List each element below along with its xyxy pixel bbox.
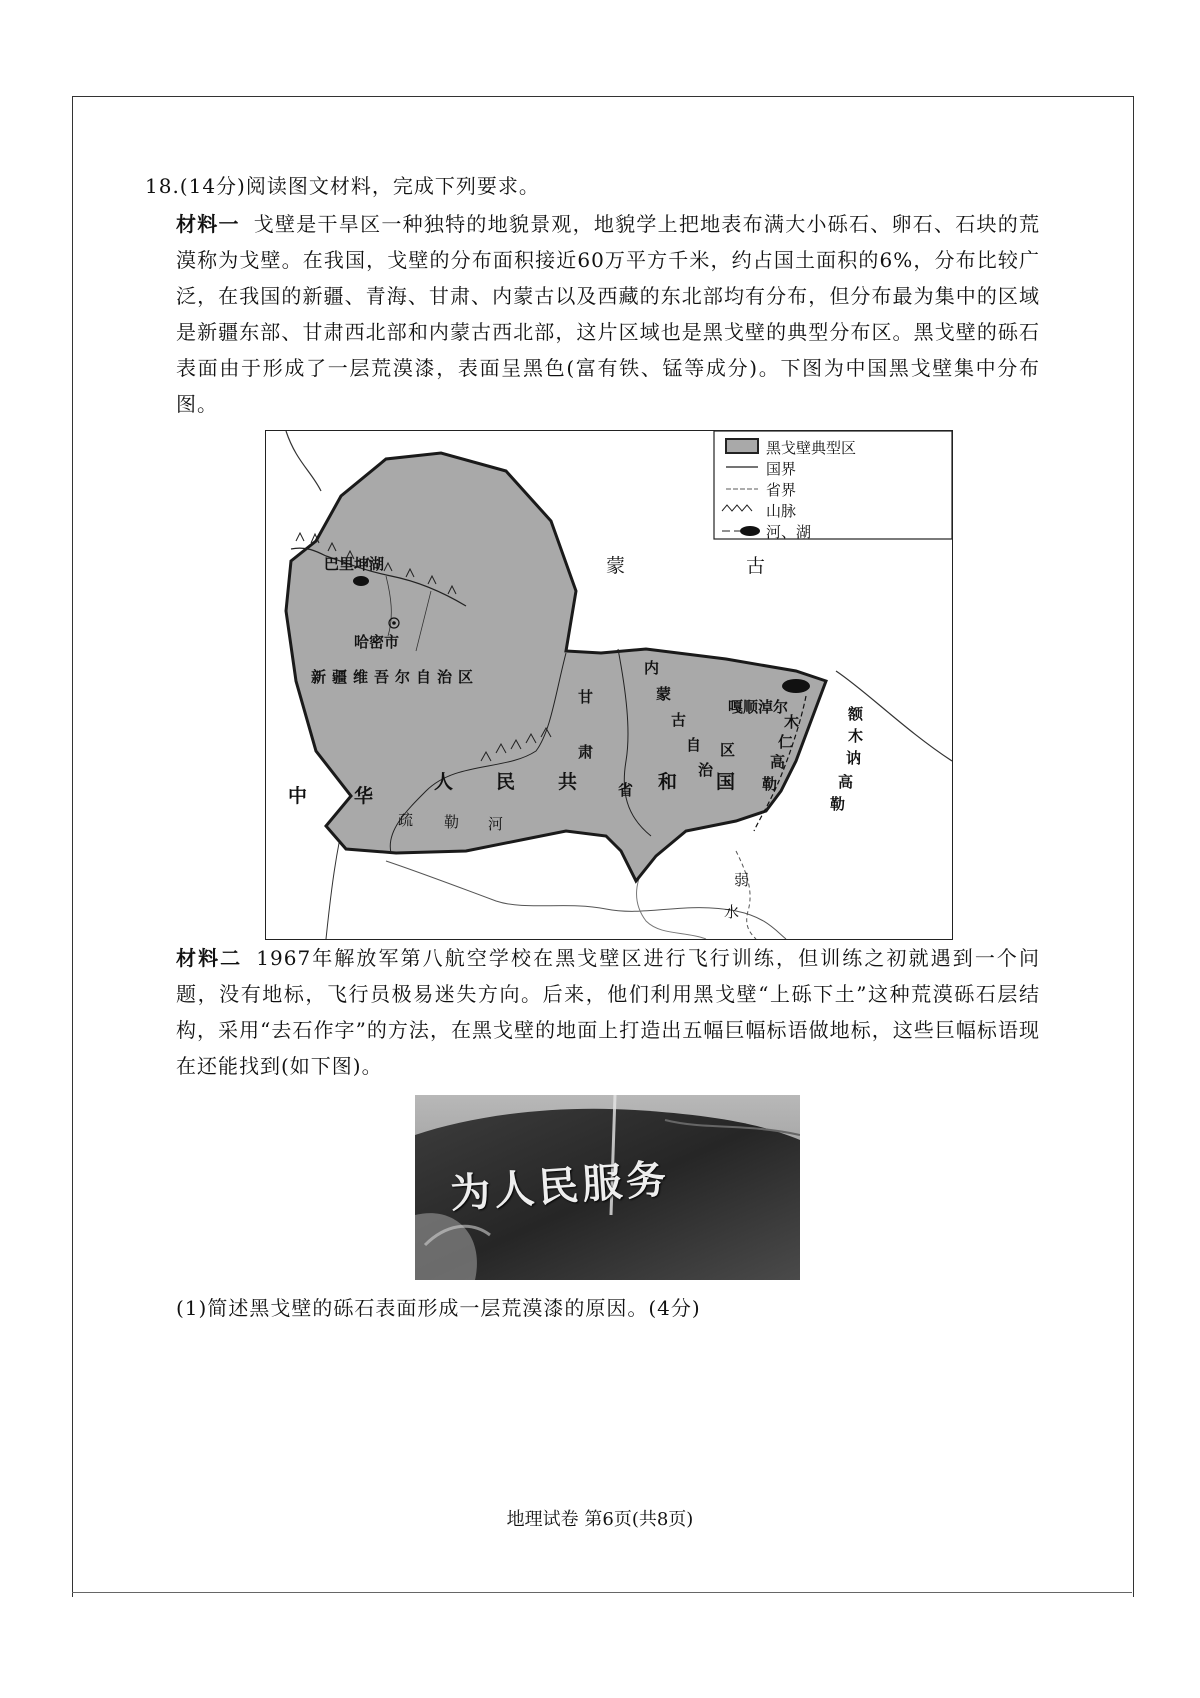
material-1-text: 戈壁是干旱区一种独特的地貌景观，地貌学上把地表布满大小砾石、卵石、石块的荒漠称为戈壁。在我国，戈壁的分布面积接近60万平方千米，约占国土面积的6%，分布比较广泛，在我国的新疆、青海、甘肃、内蒙古以及西藏的东北部均有分布，但分布最为集中的区域是新疆东部、甘肃西北部和内蒙古西北部，这片区域也是黑戈壁的典型分布区。黑戈壁的砾石表面由于形成了一层荒漠漆，表面呈黑色(富有铁、锰等成分)。下图为中国黑戈壁集中分布图。 [176, 212, 1041, 416]
label-gansu-3: 省 [618, 781, 634, 799]
legend-national-border: 国界 [766, 460, 797, 478]
slogan-photo [415, 1095, 800, 1280]
hami-city-dot [392, 621, 396, 625]
label-gashun-nur: 嘎顺淖尔 [728, 698, 789, 716]
label-nm-1: 内 [644, 659, 660, 677]
question-header: 18.(14分)阅读图文材料，完成下列要求。 [145, 174, 540, 198]
legend-provincial-border: 省界 [766, 481, 797, 499]
material-1-label: 材料一 [176, 212, 240, 236]
label-prc-3: 人 [434, 771, 454, 793]
label-ruoshui-2: 水 [724, 903, 740, 921]
material-2-label: 材料二 [176, 946, 243, 970]
label-prc-4: 民 [496, 771, 516, 793]
label-nm-3: 古 [671, 711, 687, 729]
legend-mountain: 山脉 [766, 502, 797, 520]
label-shule-3: 河 [488, 815, 504, 833]
label-barkol-lake: 巴里坤湖 [324, 555, 385, 573]
label-ejin-2: 木 [848, 727, 864, 745]
label-nm-4: 自 [686, 736, 702, 754]
legend-typical-area: 黑戈壁典型区 [766, 439, 857, 457]
label-mureng-3: 高 [770, 753, 786, 771]
gashun-lake-shape [782, 679, 810, 693]
material-2-text: 1967年解放军第八航空学校在黑戈壁区进行飞行训练，但训练之初就遇到一个问题，没有地标，飞行员极易迷失方向。后来，他们利用黑戈壁“上砾下土”这种荒漠砾石层结构，采用“去石作字”的方法，在黑戈壁的地面上打造出五幅巨幅标语做地标，这些巨幅标语现在还能找到(如下图)。 [176, 946, 1040, 1078]
barkol-lake-shape [353, 576, 369, 586]
border-line-north [286, 431, 321, 491]
label-shule-1: 疏 [398, 811, 414, 829]
label-nm-6: 区 [720, 741, 736, 759]
label-mongolia-2: 古 [746, 555, 766, 577]
label-prc-1: 中 [288, 785, 308, 807]
label-mureng-1: 木 [784, 713, 800, 731]
label-gansu-2: 肃 [578, 743, 594, 761]
label-prc-6: 和 [658, 771, 678, 793]
province-line-gansu [637, 861, 706, 939]
label-shule-2: 勒 [444, 813, 460, 831]
legend-lake-symbol [740, 526, 760, 536]
legend-river-lake: 河、湖 [766, 523, 812, 541]
label-ejin-5: 勒 [830, 795, 846, 813]
label-ejin-3: 讷 [846, 749, 862, 767]
label-ruoshui-1: 弱 [734, 871, 750, 889]
material-1 [176, 206, 1040, 422]
material-2 [176, 940, 1040, 1084]
label-prc-7: 国 [716, 771, 736, 793]
label-mongolia-1: 蒙 [606, 555, 626, 577]
label-nm-2: 蒙 [656, 685, 672, 703]
sub-question-1: (1)简述黑戈壁的砾石表面形成一层荒漠漆的原因。(4分) [176, 1296, 701, 1320]
legend-gobi-swatch [726, 439, 758, 453]
slogan-text: 为人民服务 [448, 1156, 672, 1218]
label-hami: 哈密市 [354, 633, 400, 651]
label-xinjiang: 新疆维吾尔自治区 [311, 668, 480, 686]
gobi-distribution-map [265, 430, 953, 940]
label-prc-2: 华 [354, 785, 374, 807]
label-prc-5: 共 [558, 771, 578, 793]
province-line-south [386, 861, 786, 939]
label-nm-5: 治 [698, 761, 714, 779]
label-gansu-1: 甘 [578, 688, 594, 706]
label-mureng-2: 仁 [778, 733, 794, 751]
bottom-rule [72, 1592, 1132, 1593]
label-ejin-4: 高 [838, 773, 854, 791]
label-mureng-4: 勒 [762, 775, 778, 793]
page-footer: 地理试卷 第6页(共8页) [506, 1509, 694, 1530]
label-ejin-1: 额 [848, 705, 864, 723]
ruoshui-river [736, 851, 756, 939]
